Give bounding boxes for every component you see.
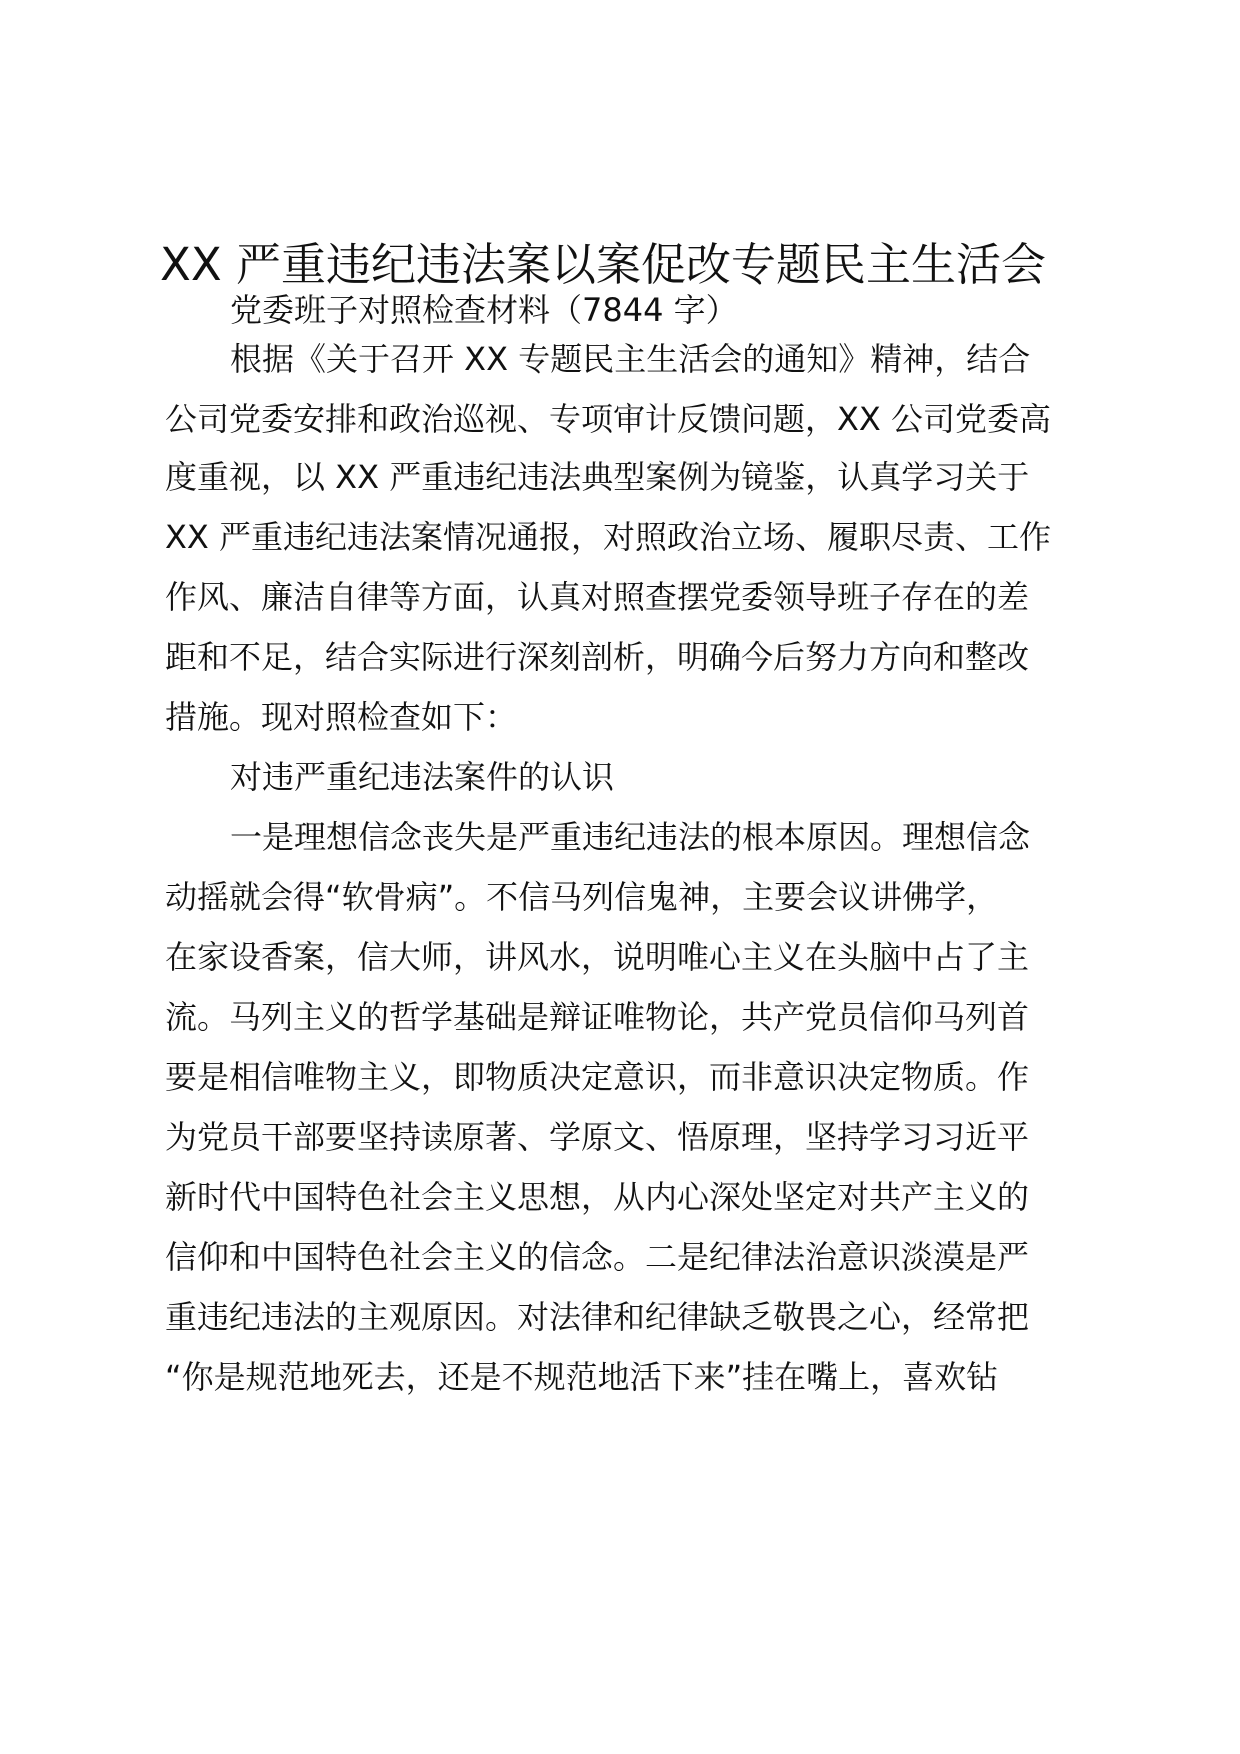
paragraph-line-13: 为党员干部要坚持读原著、学原文、悟原理，坚持学习习近平 (165, 1118, 1030, 1156)
paragraph-line-10: 在家设香案，信大师，讲风水，说明唯心主义在头脑中占了主 (165, 938, 1030, 976)
paragraph-line-4: XX 严重违纪违法案情况通报，对照政治立场、履职尽责、工作 (165, 518, 1052, 556)
section-heading: 对违严重纪违法案件的认识 (230, 758, 615, 796)
paragraph-line-8: 一是理想信念丧失是严重违纪违法的根本原因。理想信念 (230, 818, 1031, 856)
paragraph-line-12: 要是相信唯物主义，即物质决定意识，而非意识决定物质。作 (165, 1058, 1030, 1096)
document-title: XX 严重违纪违法案以案促改专题民主生活会 (160, 238, 1046, 291)
paragraph-line-17: “你是规范地死去，还是不规范地活下来”挂在嘴上，喜欢钻 (165, 1358, 999, 1396)
paragraph-line-15: 信仰和中国特色社会主义的信念。二是纪律法治意识淡漠是严 (165, 1238, 1030, 1276)
paragraph-line-16: 重违纪违法的主观原因。对法律和纪律缺乏敬畏之心，经常把 (165, 1298, 1030, 1336)
paragraph-line-7: 措施。现对照检查如下： (165, 698, 518, 736)
document-subtitle: 党委班子对照检查材料（7844 字） (230, 291, 738, 329)
paragraph-line-5: 作风、廉洁自律等方面，认真对照查摆党委领导班子存在的差 (165, 578, 1030, 616)
paragraph-line-1: 根据《关于召开 XX 专题民主生活会的通知》精神，结合 (230, 340, 1031, 378)
paragraph-line-6: 距和不足，结合实际进行深刻剖析，明确今后努力方向和整改 (165, 638, 1030, 676)
paragraph-line-11: 流。马列主义的哲学基础是辩证唯物论，共产党员信仰马列首 (165, 998, 1030, 1036)
paragraph-line-2: 公司党委安排和政治巡视、专项审计反馈问题，XX 公司党委高 (165, 400, 1052, 438)
paragraph-line-14: 新时代中国特色社会主义思想，从内心深处坚定对共产主义的 (165, 1178, 1030, 1216)
paragraph-line-3: 度重视，以 XX 严重违纪违法典型案例为镜鉴，认真学习关于 (165, 458, 1030, 496)
paragraph-line-9: 动摇就会得“软骨病”。不信马列信鬼神，主要会议讲佛学， (165, 878, 999, 916)
